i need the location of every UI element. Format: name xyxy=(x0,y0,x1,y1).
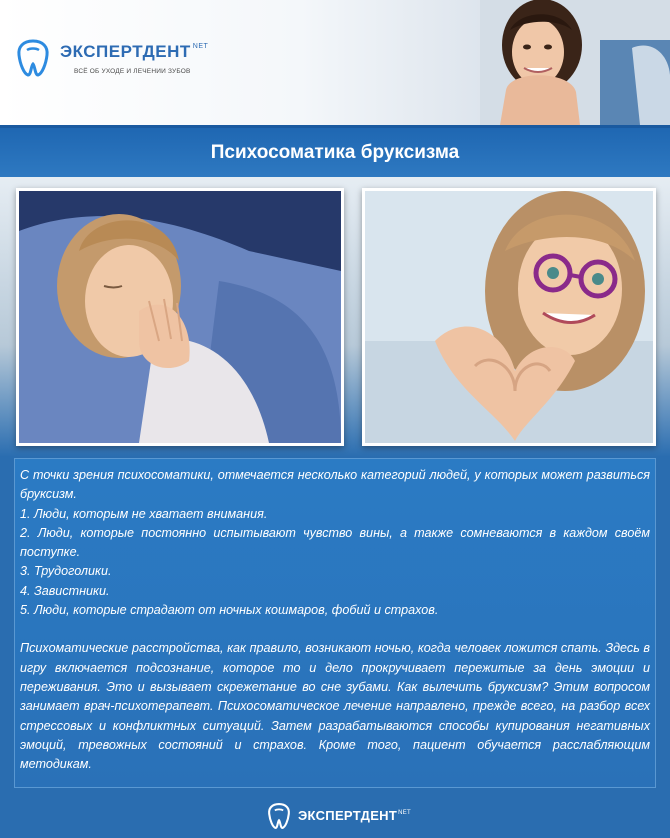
woman-portrait-image xyxy=(480,0,670,125)
header xyxy=(0,0,670,125)
list-item: 1. Люди, которым не хватает внимания. xyxy=(20,506,268,521)
footer-brand: $ЭКСПЕРТДЕНТ^{NET}$ xyxy=(298,808,411,823)
brand-name: ЭКСПЕРТДЕНТ $^{NET}$ xyxy=(60,42,209,61)
list-item: 3. Трудоголики. xyxy=(20,564,112,579)
main-paragraph: Психоматические расстройства, как правило, возникают ночью, когда человек ложится спать. Здесь в игру включается подсознание, которое то и дело прокручивает пережитые за день эмоции и переживания. Это и вызывает скрежетание во сне зубами. Как вылечить бруксизм? Этим вопросом занимает врач-психотерапевт. Психосоматическое лечение направлено, прежде всего, на разбор всех стрессовых и конфликтных ситуаций. Затем разрабатываются способы купирования негативных эмоций, тревожных состояний и страхов. Кроме того, пациент обучается расслабляющим методикам. xyxy=(20,641,650,772)
page-title: Психосоматика бруксизма xyxy=(210,142,460,163)
tooth-logo-icon xyxy=(267,802,291,830)
sleeping-child-photo xyxy=(16,188,344,446)
brand-tagline: ВСЁ ОБ УХОДЕ И ЛЕЧЕНИИ ЗУБОВ xyxy=(74,68,191,75)
smiling-girl-photo xyxy=(362,188,656,446)
article-text xyxy=(20,466,650,774)
intro-paragraph: С точки зрения психосоматики, отмечается несколько категорий людей, у которых может развиться бруксизм. xyxy=(20,468,650,502)
tooth-logo-icon xyxy=(16,38,50,78)
list-item: 4. Завистники. xyxy=(20,583,110,598)
list-item: 5. Люди, которые страдают от ночных кошмаров, фобий и страхов. xyxy=(20,603,439,618)
list-item: 2. Люди, которые постоянно испытывают чувство вины, а также сомневаются в каждом своём поступке. xyxy=(20,525,650,560)
